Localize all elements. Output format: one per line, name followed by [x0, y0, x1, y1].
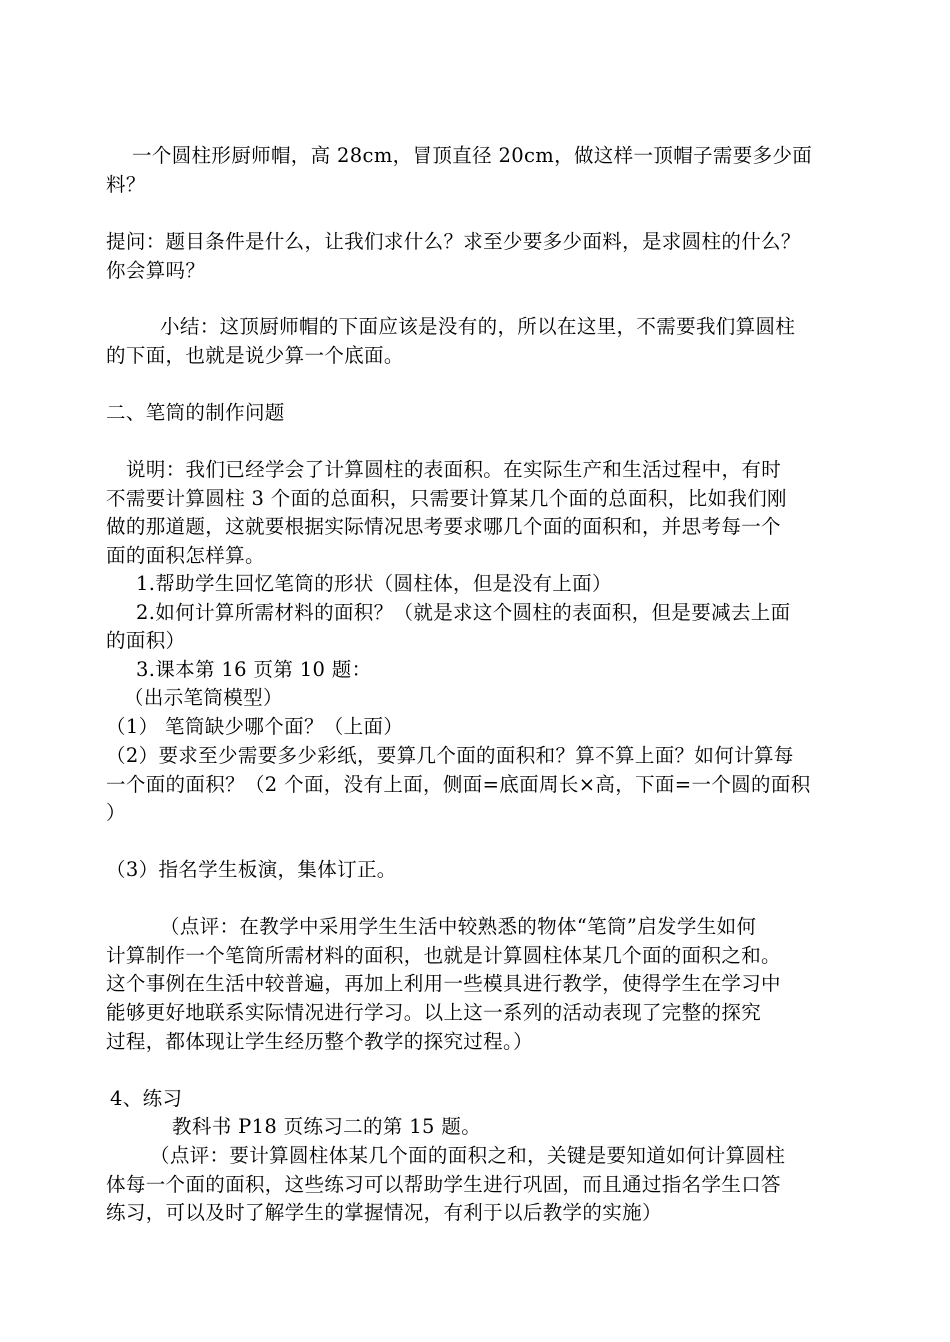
- explanation-line-4: 面的面积怎样算。: [106, 544, 265, 567]
- sub-question-2-line-3: ）: [106, 801, 126, 824]
- explanation-line-2: 不需要计算圆柱 3 个面的总面积，只需要计算某几个面的总面积，比如我们刚: [106, 487, 787, 510]
- comment-1-line-4: 能够更好地联系实际情况进行学习。以上这一系列的活动表现了完整的探究: [106, 1001, 762, 1024]
- sub-question-1-line: （1） 笔筒缺少哪个面？（上面）: [106, 715, 404, 738]
- problem-hat-line-1: 一个圆柱形厨师帽，高 28cm，冒顶直径 20cm，做这样一顶帽子需要多少面: [132, 144, 813, 167]
- question-prompt-line-1: 提问：题目条件是什么，让我们求什么？求至少要多少面料，是求圆柱的什么？: [106, 230, 801, 253]
- comment-1-line-3: 这个事例在生活中较普遍，再加上利用一些模具进行教学，使得学生在学习中: [106, 972, 781, 995]
- explanation-line-3: 做的那道题，这就要根据实际情况思考要求哪几个面的面积和，并思考每一个: [106, 515, 781, 538]
- explanation-line-1: 说明：我们已经学会了计算圆柱的表面积。在实际生产和生活过程中，有时: [126, 458, 782, 481]
- sub-question-2-line-2: 一个面的面积？（2 个面，没有上面，侧面=底面周长×高，下面=一个圆的面积: [106, 773, 811, 796]
- section-heading-pen-holder: 二、笔筒的制作问题: [106, 401, 285, 424]
- sub-question-2-line-1: （2）要求至少需要多少彩纸，要算几个面的面积和？算不算上面？如何计算每: [106, 744, 794, 767]
- question-prompt-line-2: 你会算吗？: [106, 259, 206, 282]
- step-3-line: 3.课本第 16 页第 10 题：: [136, 658, 372, 681]
- comment-2-line-2: 体每一个面的面积，这些练习可以帮助学生进行巩固，而且通过指名学生口答: [106, 1173, 781, 1196]
- comment-1-line-2: 计算制作一个笔筒所需材料的面积，也就是计算圆柱体某几个面的面积之和。: [106, 944, 781, 967]
- comment-1-line-5: 过程，都体现让学生经历整个教学的探究过程。）: [106, 1030, 533, 1053]
- problem-hat-line-2: 料？: [106, 173, 146, 196]
- show-model-line: （出示笔筒模型）: [124, 686, 283, 709]
- practice-textbook-line: 教科书 P18 页练习二的第 15 题。: [172, 1115, 482, 1138]
- sub-question-3-line: （3）指名学生板演，集体订正。: [106, 858, 397, 881]
- step-1-line: 1.帮助学生回忆笔筒的形状（圆柱体，但是没有上面）: [136, 572, 612, 595]
- step-2-line-1: 2.如何计算所需材料的面积？（就是求这个圆柱的表面积，但是要减去上面: [136, 601, 791, 624]
- summary-hat-line-1: 小结：这顶厨师帽的下面应该是没有的，所以在这里，不需要我们算圆柱: [160, 315, 796, 338]
- section-heading-practice: 4、练习: [110, 1087, 183, 1110]
- summary-hat-line-2: 的下面，也就是说少算一个底面。: [106, 344, 404, 367]
- step-2-line-2: 的面积）: [106, 629, 186, 652]
- comment-2-line-3: 练习，可以及时了解学生的掌握情况，有利于以后教学的实施）: [106, 1201, 662, 1224]
- comment-1-line-1: （点评：在教学中采用学生生活中较熟悉的物体“笔筒”启发学生如何: [160, 915, 757, 938]
- comment-2-line-1: （点评：要计算圆柱体某几个面的面积之和，关键是要知道如何计算圆柱: [150, 1144, 786, 1167]
